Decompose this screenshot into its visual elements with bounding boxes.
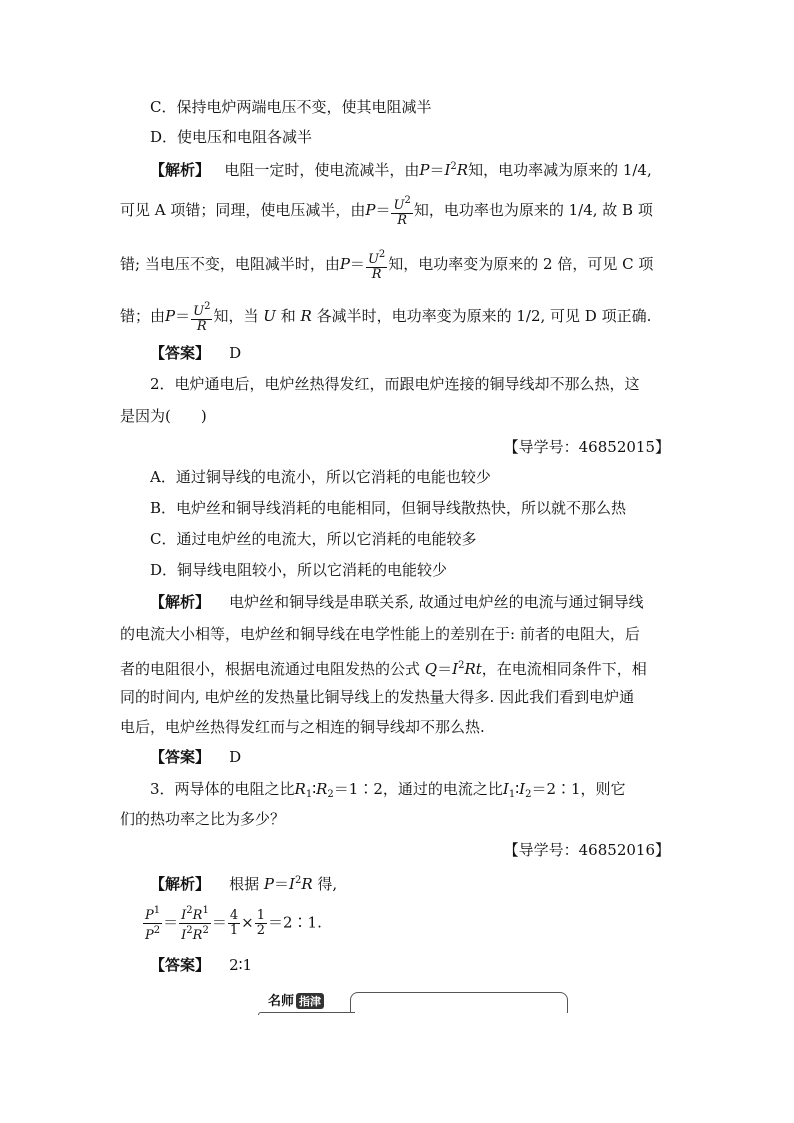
text: 知，电功率也为原来的 1/4, 故 B 项	[413, 201, 653, 219]
fraction-p1-p2: $\frac{P^1}{P^2}$	[145, 905, 161, 943]
text: 者的电阻很小，根据电流通过电阻发热的公式	[120, 660, 421, 678]
text: 各减半时，电功率变为原来的 1/2, 可见 D 项正确.	[316, 307, 652, 325]
q1-option-c: C．保持电炉两端电压不变，使其电阻减半	[150, 98, 432, 116]
q3-ref-number: 【导学号：46852016】	[503, 841, 670, 859]
q2-option-a: A．通过铜导线的电流小，所以它消耗的电能也较少	[150, 468, 491, 486]
q1-explanation-line4: 错；由P＝ $\frac{U^2}{R}$ 知，当 U 和 R 各减半时，电功率变为原来的 1/2, 可见 D 项正确.	[120, 301, 652, 334]
q3-explanation-line1: 【解析】 根据 $P=I^2R$ 得,	[150, 875, 338, 893]
q1-option-d: D．使电压和电阻各减半	[150, 128, 313, 146]
q2-option-c: C．通过电炉丝的电流大，所以它消耗的电能较多	[150, 530, 477, 548]
fraction-u2-r: $\frac{U^2}{R}$	[193, 301, 211, 334]
text: 错; 当电压不变，电阻减半时，由	[120, 255, 340, 273]
title-text: 名师	[268, 994, 295, 1009]
teacher-guidance-banner	[258, 990, 568, 1014]
q3-equation: $\frac{P^1}{P^2}$ ＝ $\frac{I^2R^1}{I^2R^2}$ ＝ $\frac{4}{1}$ × $\frac{1}{2}$ ＝2∶1.	[145, 905, 322, 943]
q2-answer	[150, 746, 241, 768]
text: 知，电功率减为原来的 1/4,	[468, 161, 652, 179]
answer-tag: 【答案】	[150, 748, 211, 766]
answer-value: 2∶1	[229, 956, 253, 974]
title-pill: 指津	[296, 993, 324, 1009]
text: ，则它	[580, 780, 626, 798]
fraction-u2-r: $\frac{U^2}{R}$	[367, 249, 386, 282]
jiexi-tag: 【解析】	[150, 875, 211, 893]
q1-explanation-line2: 可见 A 项错；同理，使电压减半，由P＝ $\frac{U^2}{R}$ 知，电功率也为原来的 1/4, 故 B 项	[120, 195, 653, 228]
q2-option-d: D．铜导线电阻较小，所以它消耗的电能较少	[150, 561, 448, 579]
q1-explanation-line1: 【解析】 电阻一定时，使电流减半，由$P=I^2R$知，电功率减为原来的 1/4,	[150, 161, 652, 179]
q2-explanation-line4: 同的时间内, 电炉丝的发热量比铜导线上的发热量大得多. 因此我们看到电炉通	[120, 688, 635, 706]
q2-explanation-line3: 者的电阻很小，根据电流通过电阻发热的公式 $Q=I^2Rt$，在电流相同条件下，相	[120, 660, 647, 678]
q2-explanation-line2: 的电流大小相等，电炉丝和铜导线在电学性能上的差别在于: 前者的电阻大，后	[120, 625, 640, 643]
q3-stem-line1: 3．两导体的电阻之比$R_1∶R_2=1∶2$，通过的电流之比$I_1∶I_2=2∶1$，则它	[150, 780, 626, 800]
answer-tag: 【答案】	[150, 956, 211, 974]
answer-value: D	[229, 748, 242, 766]
text: 错；由	[120, 307, 166, 325]
q2-option-b: B．电炉丝和铜导线消耗的电能相同，但铜导线散热快，所以就不那么热	[150, 499, 627, 517]
q2-explanation-line1	[150, 591, 644, 613]
q2-explanation-line5: 电后，电炉丝热得发红而与之相连的铜导线却不那么热.	[120, 718, 485, 736]
equation-result: ＝2∶1.	[267, 913, 322, 932]
banner-underline	[258, 1012, 355, 1015]
banner-frame	[350, 992, 568, 1013]
q3-answer	[150, 954, 252, 976]
text: 知，电功率变为原来的 2 倍，可见 C 项	[388, 255, 654, 273]
q2-stem-line1: 2．电炉通电后，电炉丝热得发红，而跟电炉连接的铜导线却不那么热，这	[150, 375, 640, 393]
q1-answer	[150, 342, 241, 364]
jiexi-tag: 【解析】	[150, 161, 211, 179]
text: ，在电流相同条件下，相	[481, 660, 647, 678]
fraction-1-2: $\frac{1}{2}$	[256, 908, 265, 938]
text: 根据	[229, 875, 260, 893]
text: 可见 A 项错；同理，使电压减半，由	[120, 201, 366, 219]
teacher-guidance-title	[268, 990, 324, 1009]
fraction-4-1: $\frac{4}{1}$	[229, 908, 239, 938]
jiexi-tag: 【解析】	[150, 593, 211, 611]
q3-stem-line2: 们的热功率之比为多少？	[120, 810, 286, 828]
text: 和	[280, 307, 296, 325]
text: ，通过的电流之比	[382, 780, 503, 798]
q1-explanation-line3: 错; 当电压不变，电阻减半时，由P＝ $\frac{U^2}{R}$ 知，电功率变为原来的 2 倍，可见 C 项	[120, 249, 654, 282]
text: 电炉丝和铜导线是串联关系, 故通过电炉丝的电流与通过铜导线	[229, 593, 644, 611]
fraction-i2r1-i2r2: $\frac{I^2R^1}{I^2R^2}$	[181, 905, 209, 943]
q2-stem-line2: 是因为( )	[120, 407, 207, 425]
text: 电阻一定时，使电流减半，由	[224, 161, 420, 179]
fraction-u2-r: $\frac{U^2}{R}$	[393, 195, 411, 228]
formula: P	[419, 161, 430, 179]
text: 得,	[317, 875, 338, 893]
text: 3．两导体的电阻之比	[150, 780, 295, 798]
answer-value: D	[229, 344, 242, 362]
answer-tag: 【答案】	[150, 344, 211, 362]
q2-ref-number: 【导学号：46852015】	[503, 438, 670, 456]
text: 知，当	[213, 307, 259, 325]
